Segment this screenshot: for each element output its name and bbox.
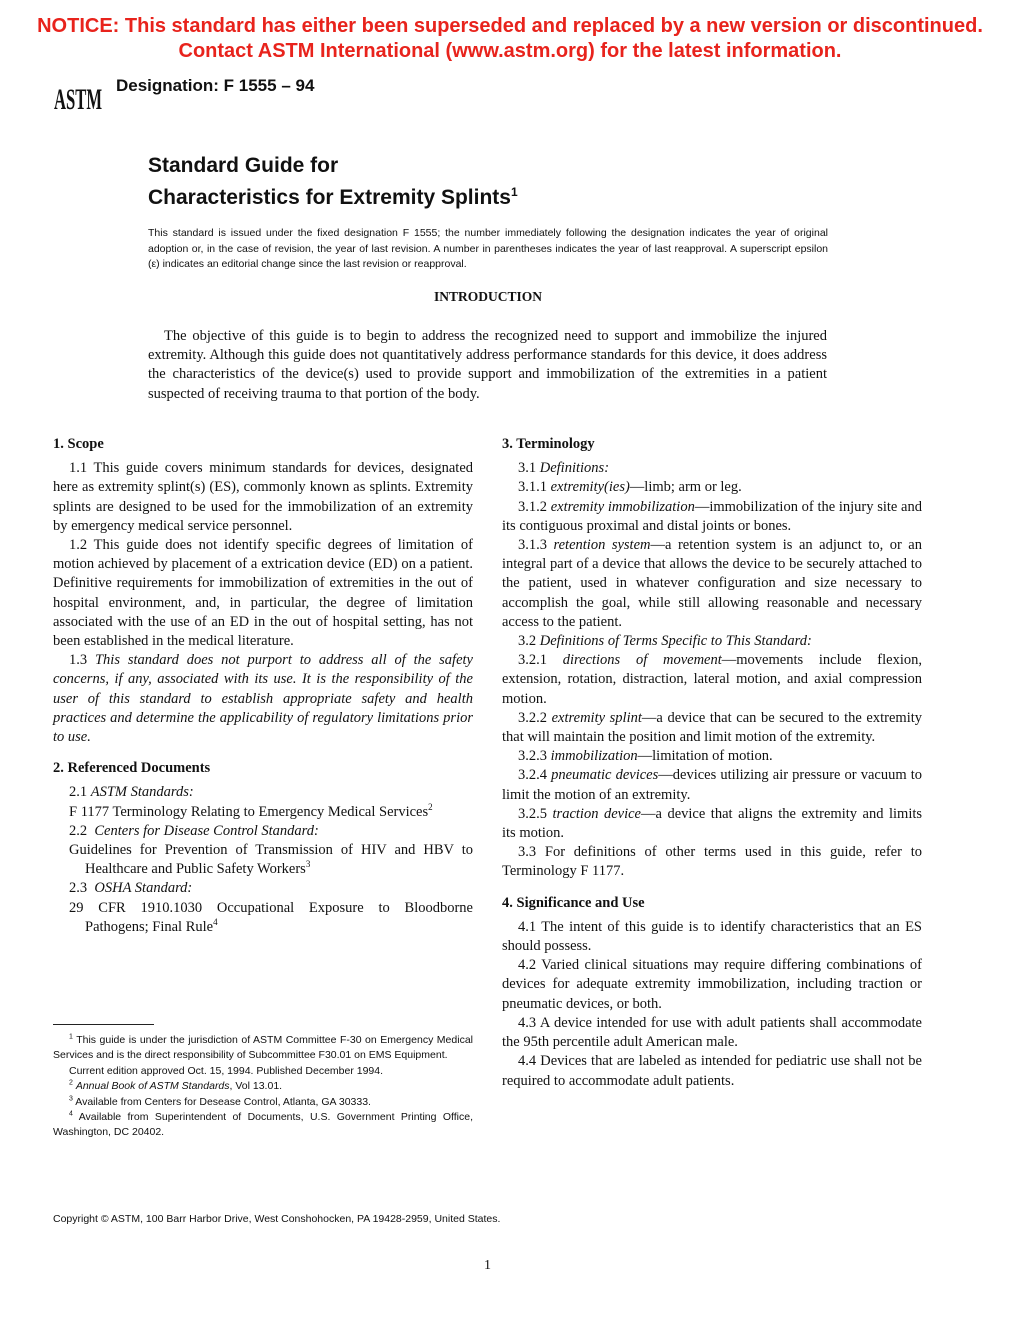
term-3-2-3-def: —limitation of motion. <box>637 748 773 765</box>
introduction-text: The objective of this guide is to begin to address the recognized need to support and immobilize the injured extremity. Although this guide does not quantitatively address performance standards for this device, it does address the characteristics of the device(s) used to provide support and immobilization of the extremities in a patient suspected of receiving trauma to that portion of the body. <box>148 328 827 402</box>
term-3-2-1-number: 3.2.1 <box>518 652 547 669</box>
term-3-1-3-term: retention system <box>553 537 651 554</box>
footnote-1-text: This guide is under the jurisdiction of ASTM Committee F-30 on Emergency Medical Services and is the direct responsibility of Subcommittee F30.01 on EMS Equipment. <box>53 1034 473 1062</box>
term-3-2-4-number: 3.2.4 <box>518 767 547 784</box>
footnote-2-title: Annual Book of ASTM Standards <box>75 1080 230 1093</box>
scope-1-3 <box>53 651 473 747</box>
footnotes <box>53 1033 473 1141</box>
term-3-1-3-number: 3.1.3 <box>518 537 547 554</box>
notice-line-1: NOTICE: This standard has either been superseded and replaced by a new version or discontinued. <box>37 15 983 37</box>
title-line-2 <box>148 179 518 211</box>
term-3-1 <box>502 459 922 478</box>
document-title <box>148 153 518 211</box>
ref-item-f1177-text: F 1177 Terminology Relating to Emergency Medical Services <box>69 803 429 820</box>
term-3-1-1-term: extremity(ies) <box>550 479 630 496</box>
significance-4-2: 4.2 Varied clinical situations may require differing combinations of devices for adequate extremity immobilization, including traction or pneumatic devices, or both. <box>502 957 922 1012</box>
term-3-2-3-term: immobilization <box>550 748 638 765</box>
ref-item-f1177-mark: 2 <box>428 801 433 812</box>
term-3-2-3 <box>502 747 922 766</box>
term-3-2-4-def: —devices utilizing air pressure or vacuum to limit the motion of an extremity. <box>502 767 922 803</box>
ref-item-f1177 <box>53 803 473 822</box>
footnote-1-mark: 1 <box>69 1033 73 1041</box>
ref-2-1-title: ASTM Standards: <box>90 784 194 801</box>
term-3-1-1 <box>502 478 922 497</box>
ref-2-1-number: 2.1 <box>69 784 88 801</box>
left-column <box>53 435 473 937</box>
referenced-documents-heading: 2. Referenced Documents <box>53 760 211 777</box>
designation: Designation: F 1555 – 94 <box>116 76 315 95</box>
term-3-2-1-def: —movements include flexion, extension, rotation, distraction, lateral motion, and axial compression motion. <box>502 652 922 707</box>
page-number: 1 <box>484 1258 491 1273</box>
notice-line-2: Contact ASTM International (www.astm.org) for the latest information. <box>178 40 842 62</box>
term-3-2-4 <box>502 766 922 804</box>
term-3-1-number: 3.1 <box>518 460 537 477</box>
scope-heading: 1. Scope <box>53 436 104 452</box>
footnote-4-mark: 4 <box>69 1110 73 1118</box>
ref-item-osha-text: 29 CFR 1910.1030 Occupational Exposure to Bloodborne Pathogens; Final Rule <box>69 899 473 935</box>
scope-1-2: 1.2 This guide does not identify specific degrees of limitation of motion achieved by placement of a extrication device (ED) on a patient. Definitive requirements for immobilization of extremities in the out of hospital environment, and, in particular, the degree of limitation associated with the use of an ED in the out of hospital setting, has not been established in the medical literature. <box>53 537 473 650</box>
significance-4-1: 4.1 The intent of this guide is to identify characteristics that an ES should possess. <box>502 918 922 955</box>
term-3-2-5 <box>502 805 922 843</box>
title-main: Characteristics for Extremity Splints <box>148 186 511 209</box>
term-3-1-1-def: —limb; arm or leg. <box>629 479 742 496</box>
astm-logo-text: ASTM <box>54 83 102 116</box>
term-3-2-1-term: directions of movement <box>562 652 722 669</box>
ref-2-3 <box>53 879 473 898</box>
footnote-3-text: Available from Centers for Desease Control, Atlanta, GA 30333. <box>75 1095 371 1108</box>
scope-1-3-number: 1.3 <box>69 652 88 669</box>
footnote-3 <box>53 1095 473 1110</box>
ref-2-3-title: OSHA Standard: <box>94 880 193 897</box>
right-column <box>502 435 922 1091</box>
term-3-2-2-number: 3.2.2 <box>518 709 547 726</box>
term-3-2-3-number: 3.2.3 <box>518 748 547 765</box>
ref-2-2 <box>53 822 473 841</box>
term-3-2-title: Definitions of Terms Specific to This Standard: <box>539 633 812 650</box>
significance-4-3: 4.3 A device intended for use with adult patients shall accommodate the 95th percentile adult American male. <box>502 1014 922 1051</box>
term-3-2-2-def: —a device that can be secured to the extremity that will maintain the position and limit motion of the extremity. <box>502 709 922 746</box>
term-3-1-2-def: —immobilization of the injury site and its contiguous proximal and distal joints or bones. <box>502 498 922 534</box>
term-3-2-1 <box>502 651 922 709</box>
astm-logo <box>52 76 104 116</box>
ref-2-2-number: 2.2 <box>69 822 88 839</box>
ref-item-cdc <box>53 841 473 879</box>
ref-2-1 <box>53 783 473 802</box>
term-3-2-5-number: 3.2.5 <box>518 805 547 822</box>
footnote-1b: Current edition approved Oct. 15, 1994. Published December 1994. <box>69 1064 384 1077</box>
significance-4-4: 4.4 Devices that are labeled as intended for pediatric use shall not be required to accommodate adult patients. <box>502 1053 922 1089</box>
term-3-1-3 <box>502 536 922 632</box>
term-3-1-1-number: 3.1.1 <box>518 479 547 496</box>
terminology-heading: 3. Terminology <box>502 436 595 452</box>
footnote-2-rest: , Vol 13.01. <box>229 1080 283 1093</box>
title-line-1: Standard Guide for <box>148 154 339 177</box>
superseded-notice <box>0 14 1020 64</box>
term-3-2-number: 3.2 <box>518 633 537 650</box>
term-3-1-3-def: —a retention system is an adjunct to, or an integral part of a device that allows the device to be securely attached to the patient, used in whatever configuration and size necessary to accomplish the goal, while still allowing reasonable and necessary access to the patient. <box>502 537 922 630</box>
significance-heading: 4. Significance and Use <box>502 894 645 911</box>
term-3-2 <box>502 632 922 651</box>
term-3-2-2 <box>502 709 922 747</box>
term-3-2-5-def: —a device that aligns the extremity and limits its motion. <box>502 805 923 842</box>
footnote-1 <box>53 1033 473 1064</box>
ref-item-cdc-mark: 3 <box>305 859 311 870</box>
term-3-1-2-number: 3.1.2 <box>518 498 547 515</box>
ref-2-2-title: Centers for Disease Control Standard: <box>94 822 319 839</box>
ref-2-3-number: 2.3 <box>69 880 88 897</box>
term-3-1-title: Definitions: <box>539 460 610 477</box>
ref-item-cdc-text: Guidelines for Prevention of Transmission of HIV and HBV to Healthcare and Public Safety Workers <box>69 842 473 878</box>
footnote-2-mark: 2 <box>69 1079 73 1087</box>
footnote-3-mark: 3 <box>69 1095 73 1103</box>
title-footnote-mark: 1 <box>510 185 518 199</box>
ref-item-osha-mark: 4 <box>213 917 218 928</box>
scope-1-3-text: This standard does not purport to address all of the safety concerns, if any, associated with its use. It is the responsibility of the user of this standard to establish appropriate safety and health practices and determine the applicability of regulatory limitations prior to use. <box>53 652 473 746</box>
scope-1-1: 1.1 This guide covers minimum standards for devices, designated here as extremity splint(s) (ES), commonly known as splints. Extremity splints are designed to be used for the immobilization of an extremity by emergency medical service personnel. <box>53 460 473 534</box>
term-3-2-5-term: traction device <box>552 805 641 822</box>
introduction-heading: INTRODUCTION <box>433 289 542 304</box>
term-3-2-4-term: pneumatic devices <box>551 767 659 784</box>
term-3-1-2 <box>502 498 922 536</box>
copyright: Copyright © ASTM, 100 Barr Harbor Drive, West Conshohocken, PA 19428-2959, United States. <box>53 1213 501 1225</box>
footnote-rule <box>53 1024 154 1025</box>
term-3-1-2-term: extremity immobilization <box>550 498 695 515</box>
footnote-4 <box>53 1110 473 1141</box>
issuance-note: This standard is issued under the fixed designation F 1555; the number immediately following the designation indicates the year of original adoption or, in the case of revision, the year of last revision. A number in parentheses indicates the year of last reapproval. A superscript epsilon (ε) indicates an editorial change since the last revision or reapproval. <box>148 227 828 270</box>
term-3-3: 3.3 For definitions of other terms used in this guide, refer to Terminology F 1177. <box>502 844 922 880</box>
ref-item-osha <box>53 899 473 937</box>
footnote-4-text: Available from Superintendent of Documents, U.S. Government Printing Office, Washington, DC 20402. <box>53 1111 473 1139</box>
footnote-2 <box>53 1079 473 1094</box>
term-3-2-2-term: extremity splint <box>551 709 642 726</box>
